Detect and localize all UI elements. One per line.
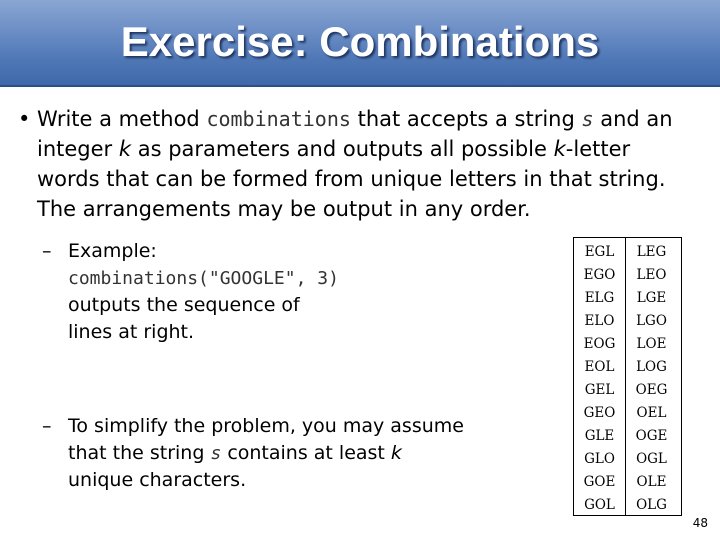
- output-column-left: [574, 241, 625, 517]
- output-column-right: [626, 241, 677, 517]
- param-s: s: [581, 107, 594, 131]
- output-word: OGE: [635, 428, 668, 444]
- output-word: OEL: [636, 405, 667, 421]
- bullet-text-2: that accepts a string: [350, 107, 582, 131]
- output-word: EOG: [583, 336, 616, 352]
- output-word: EOL: [584, 359, 615, 375]
- output-word: LEO: [636, 267, 667, 283]
- slide-title: Exercise: Combinations: [120, 18, 600, 65]
- simplify-param-k: k: [390, 442, 402, 464]
- page-number: 48: [692, 516, 708, 530]
- example-text: [68, 238, 339, 346]
- bullet-marker: •: [18, 107, 31, 131]
- example-line-4: lines at right.: [68, 321, 195, 343]
- output-word: LOE: [636, 336, 667, 352]
- output-table: [573, 237, 682, 516]
- example-label: Example:: [68, 240, 157, 262]
- dash-marker: –: [42, 240, 52, 262]
- output-word: EGO: [583, 267, 616, 283]
- output-word: GLO: [584, 451, 615, 467]
- output-word: GEL: [584, 382, 615, 398]
- simplify-line-3: unique characters.: [68, 469, 247, 491]
- bullet-text-6: -letter: [565, 137, 631, 161]
- output-word: GOL: [584, 497, 615, 513]
- simplify-line-2b: contains at least: [221, 442, 391, 464]
- output-word: OEG: [635, 382, 668, 398]
- output-word: OLE: [636, 474, 667, 490]
- bullet-text-7: words that can be formed from unique letters in that string.: [37, 167, 666, 191]
- output-word: ELO: [584, 313, 615, 329]
- output-word: LGO: [636, 313, 667, 329]
- simplify-line-2a: that the string: [68, 442, 211, 464]
- output-word: GEO: [583, 405, 616, 421]
- bullet-text-4: integer: [37, 137, 119, 161]
- title-bar: [0, 0, 720, 87]
- example-line-3: outputs the sequence of: [68, 294, 300, 316]
- output-word: LEG: [636, 244, 667, 260]
- param-k-2: k: [553, 137, 566, 161]
- param-k: k: [118, 137, 132, 161]
- output-word: EGL: [584, 244, 615, 260]
- bullet-text-5: as parameters and outputs all possible: [131, 137, 554, 161]
- output-word: LGE: [636, 290, 667, 306]
- bullet-text-1: Write a method: [37, 107, 207, 131]
- bullet-text: [37, 104, 717, 224]
- method-name: combinations: [206, 107, 351, 131]
- simplify-line-1: To simplify the problem, you may assume: [68, 415, 464, 437]
- output-word: GLE: [584, 428, 615, 444]
- simplify-text: [68, 413, 464, 494]
- example-code: combinations("GOOGLE", 3): [68, 268, 339, 289]
- output-word: ELG: [584, 290, 615, 306]
- output-word: LOG: [636, 359, 667, 375]
- bullet-text-8: The arrangements may be output in any order.: [37, 197, 531, 221]
- simplify-param-s: s: [210, 443, 222, 464]
- output-word: OLG: [636, 497, 667, 513]
- dash-marker-2: –: [42, 415, 52, 437]
- output-word: OGL: [636, 451, 667, 467]
- output-word: GOE: [583, 474, 616, 490]
- bullet-text-3: and an: [593, 107, 673, 131]
